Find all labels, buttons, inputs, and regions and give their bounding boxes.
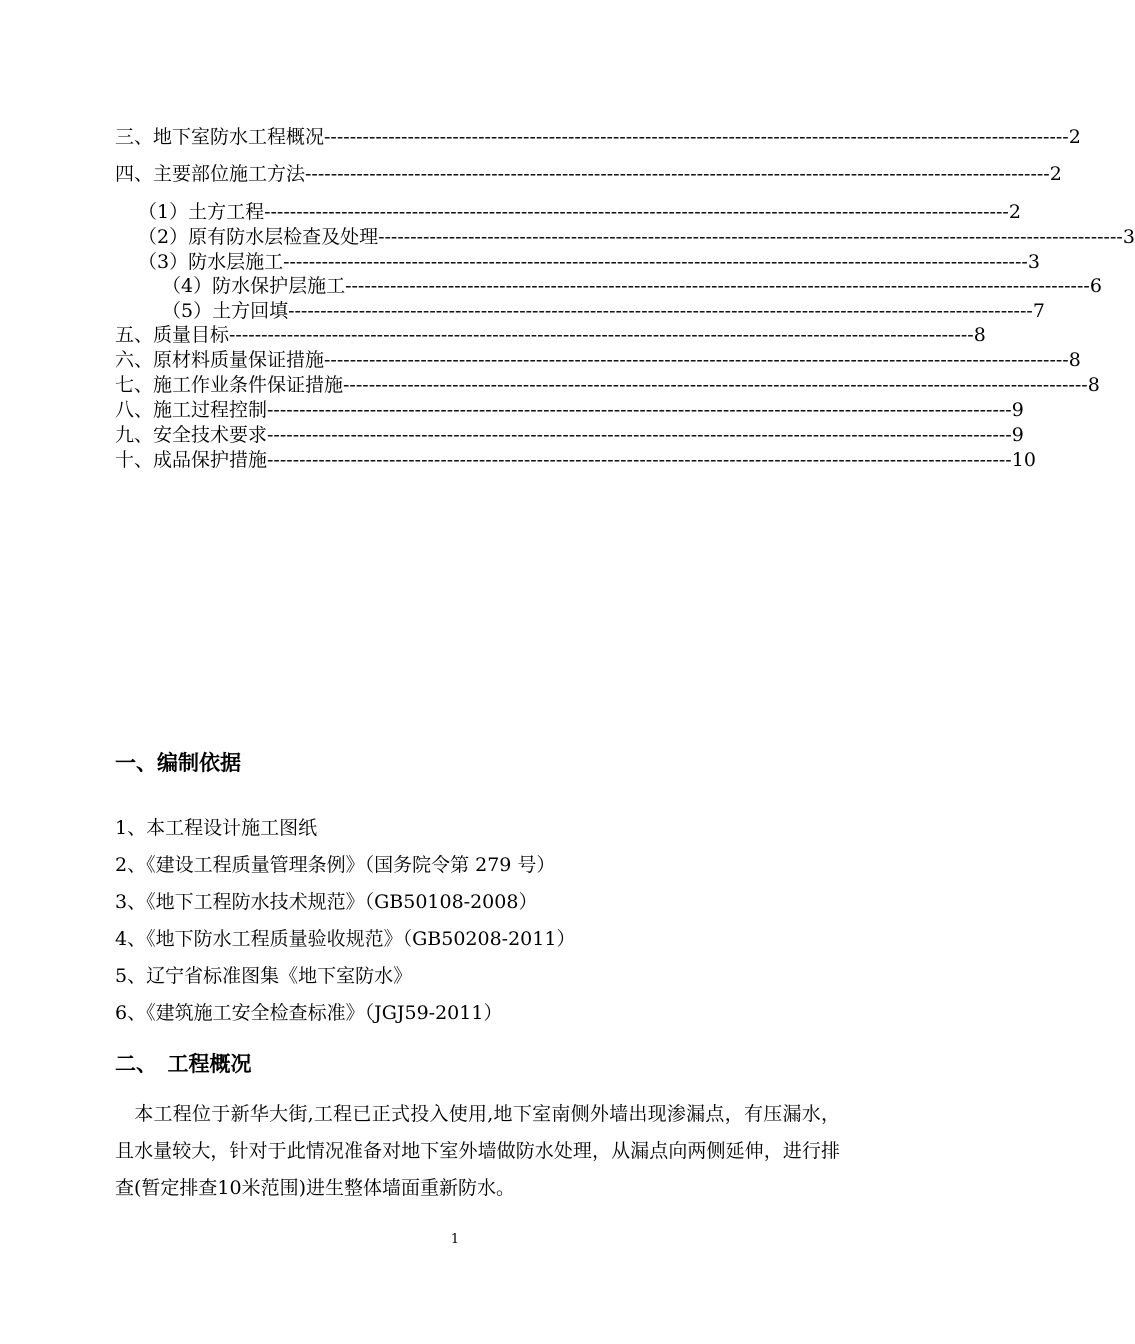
toc-leader: --------------------------------------------------------------------------------------------------------------------	[267, 399, 1012, 421]
toc-leader: --------------------------------------------------------------------------------------------------------------------	[305, 163, 1050, 185]
toc-leader: --------------------------------------------------------------------------------------------------------------------	[267, 449, 1012, 471]
toc-entry-label: （1）土方工程	[138, 201, 265, 223]
toc-leader: --------------------------------------------------------------------------------------------------------------------	[345, 275, 1090, 297]
toc-entry-page: 8	[1068, 349, 1081, 371]
toc-entry-label: （4）防水保护层施工	[162, 275, 346, 297]
reference-item: 6、《建筑施工安全检查标准》（JGJ59-2011）	[115, 1002, 503, 1024]
toc-leader: --------------------------------------------------------------------------------------------------------------------	[267, 424, 1012, 446]
toc-entry-page: 2	[1068, 126, 1081, 148]
toc-entry-page: 6	[1089, 275, 1102, 297]
toc-entry[interactable]	[138, 250, 1040, 274]
toc-entry-page: 2	[1049, 163, 1062, 185]
toc-leader: --------------------------------------------------------------------------------------------------------------------	[283, 251, 1028, 273]
page-number: 1	[450, 1232, 460, 1247]
toc-leader: --------------------------------------------------------------------------------------------------------------------	[264, 201, 1009, 223]
toc-entry[interactable]	[162, 274, 1102, 298]
toc-entry-label: 四、主要部位施工方法	[115, 163, 306, 185]
paragraph-text: 本工程位于新华大街,工程已正式投入使用,地下室南侧外墙出现渗漏点，有压漏水，且水量较大，针对于此情况准备对地下室外墙做防水处理，从漏点向两侧延伸，进行排查(暂定排查10米范围)进生整体墙面重新防水。	[115, 1103, 840, 1199]
reference-item: 2、《建设工程质量管理条例》（国务院令第 279 号）	[115, 854, 556, 876]
body-paragraph	[115, 1096, 840, 1207]
toc-entry[interactable]	[115, 323, 986, 347]
toc-entry-page: 9	[1011, 424, 1024, 446]
toc-leader: --------------------------------------------------------------------------------------------------------------------	[378, 226, 1123, 248]
toc-entry-label: 七、施工作业条件保证措施	[115, 374, 344, 396]
toc-leader: --------------------------------------------------------------------------------------------------------------------	[324, 126, 1069, 148]
toc-entry[interactable]	[115, 162, 1062, 186]
toc-entry-page: 8	[973, 324, 986, 346]
toc-entry[interactable]	[115, 423, 1024, 447]
toc-entry-label: 九、安全技术要求	[115, 424, 268, 446]
toc-entry[interactable]	[162, 299, 1045, 323]
section-heading: 二、 工程概况	[115, 1052, 252, 1076]
toc-entry-label: 五、质量目标	[115, 324, 230, 346]
toc-entry[interactable]	[115, 348, 1081, 372]
toc-entry-label: （3）防水层施工	[138, 251, 284, 273]
toc-entry-label: （2）原有防水层检查及处理	[138, 226, 379, 248]
toc-entry[interactable]	[115, 398, 1024, 422]
toc-entry[interactable]	[115, 373, 1100, 397]
toc-entry[interactable]	[115, 448, 1036, 472]
toc-entry-page: 3	[1122, 226, 1135, 248]
toc-entry-page: 8	[1087, 374, 1100, 396]
toc-entry-page: 3	[1027, 251, 1040, 273]
toc-leader: --------------------------------------------------------------------------------------------------------------------	[288, 300, 1033, 322]
toc-leader: --------------------------------------------------------------------------------------------------------------------	[229, 324, 974, 346]
toc-entry-label: 十、成品保护措施	[115, 449, 268, 471]
reference-item: 1、本工程设计施工图纸	[115, 817, 318, 839]
toc-entry-page: 7	[1032, 300, 1045, 322]
toc-entry[interactable]	[115, 125, 1081, 149]
toc-entry-label: 八、施工过程控制	[115, 399, 268, 421]
reference-item: 4、《地下防水工程质量验收规范》（GB50208-2011）	[115, 928, 576, 950]
toc-entry-page: 10	[1011, 449, 1036, 471]
toc-leader: --------------------------------------------------------------------------------------------------------------------	[343, 374, 1088, 396]
toc-entry-label: （5）土方回填	[162, 300, 289, 322]
toc-entry-label: 三、地下室防水工程概况	[115, 126, 325, 148]
toc-entry[interactable]	[138, 225, 1135, 249]
toc-entry-page: 9	[1011, 399, 1024, 421]
toc-entry-page: 2	[1008, 201, 1021, 223]
reference-item: 3、《地下工程防水技术规范》（GB50108-2008）	[115, 891, 538, 913]
section-heading: 一、编制依据	[115, 751, 241, 775]
toc-entry-label: 六、原材料质量保证措施	[115, 349, 325, 371]
toc-leader: --------------------------------------------------------------------------------------------------------------------	[324, 349, 1069, 371]
reference-item: 5、辽宁省标准图集《地下室防水》	[115, 965, 413, 987]
toc-entry[interactable]	[138, 200, 1021, 224]
